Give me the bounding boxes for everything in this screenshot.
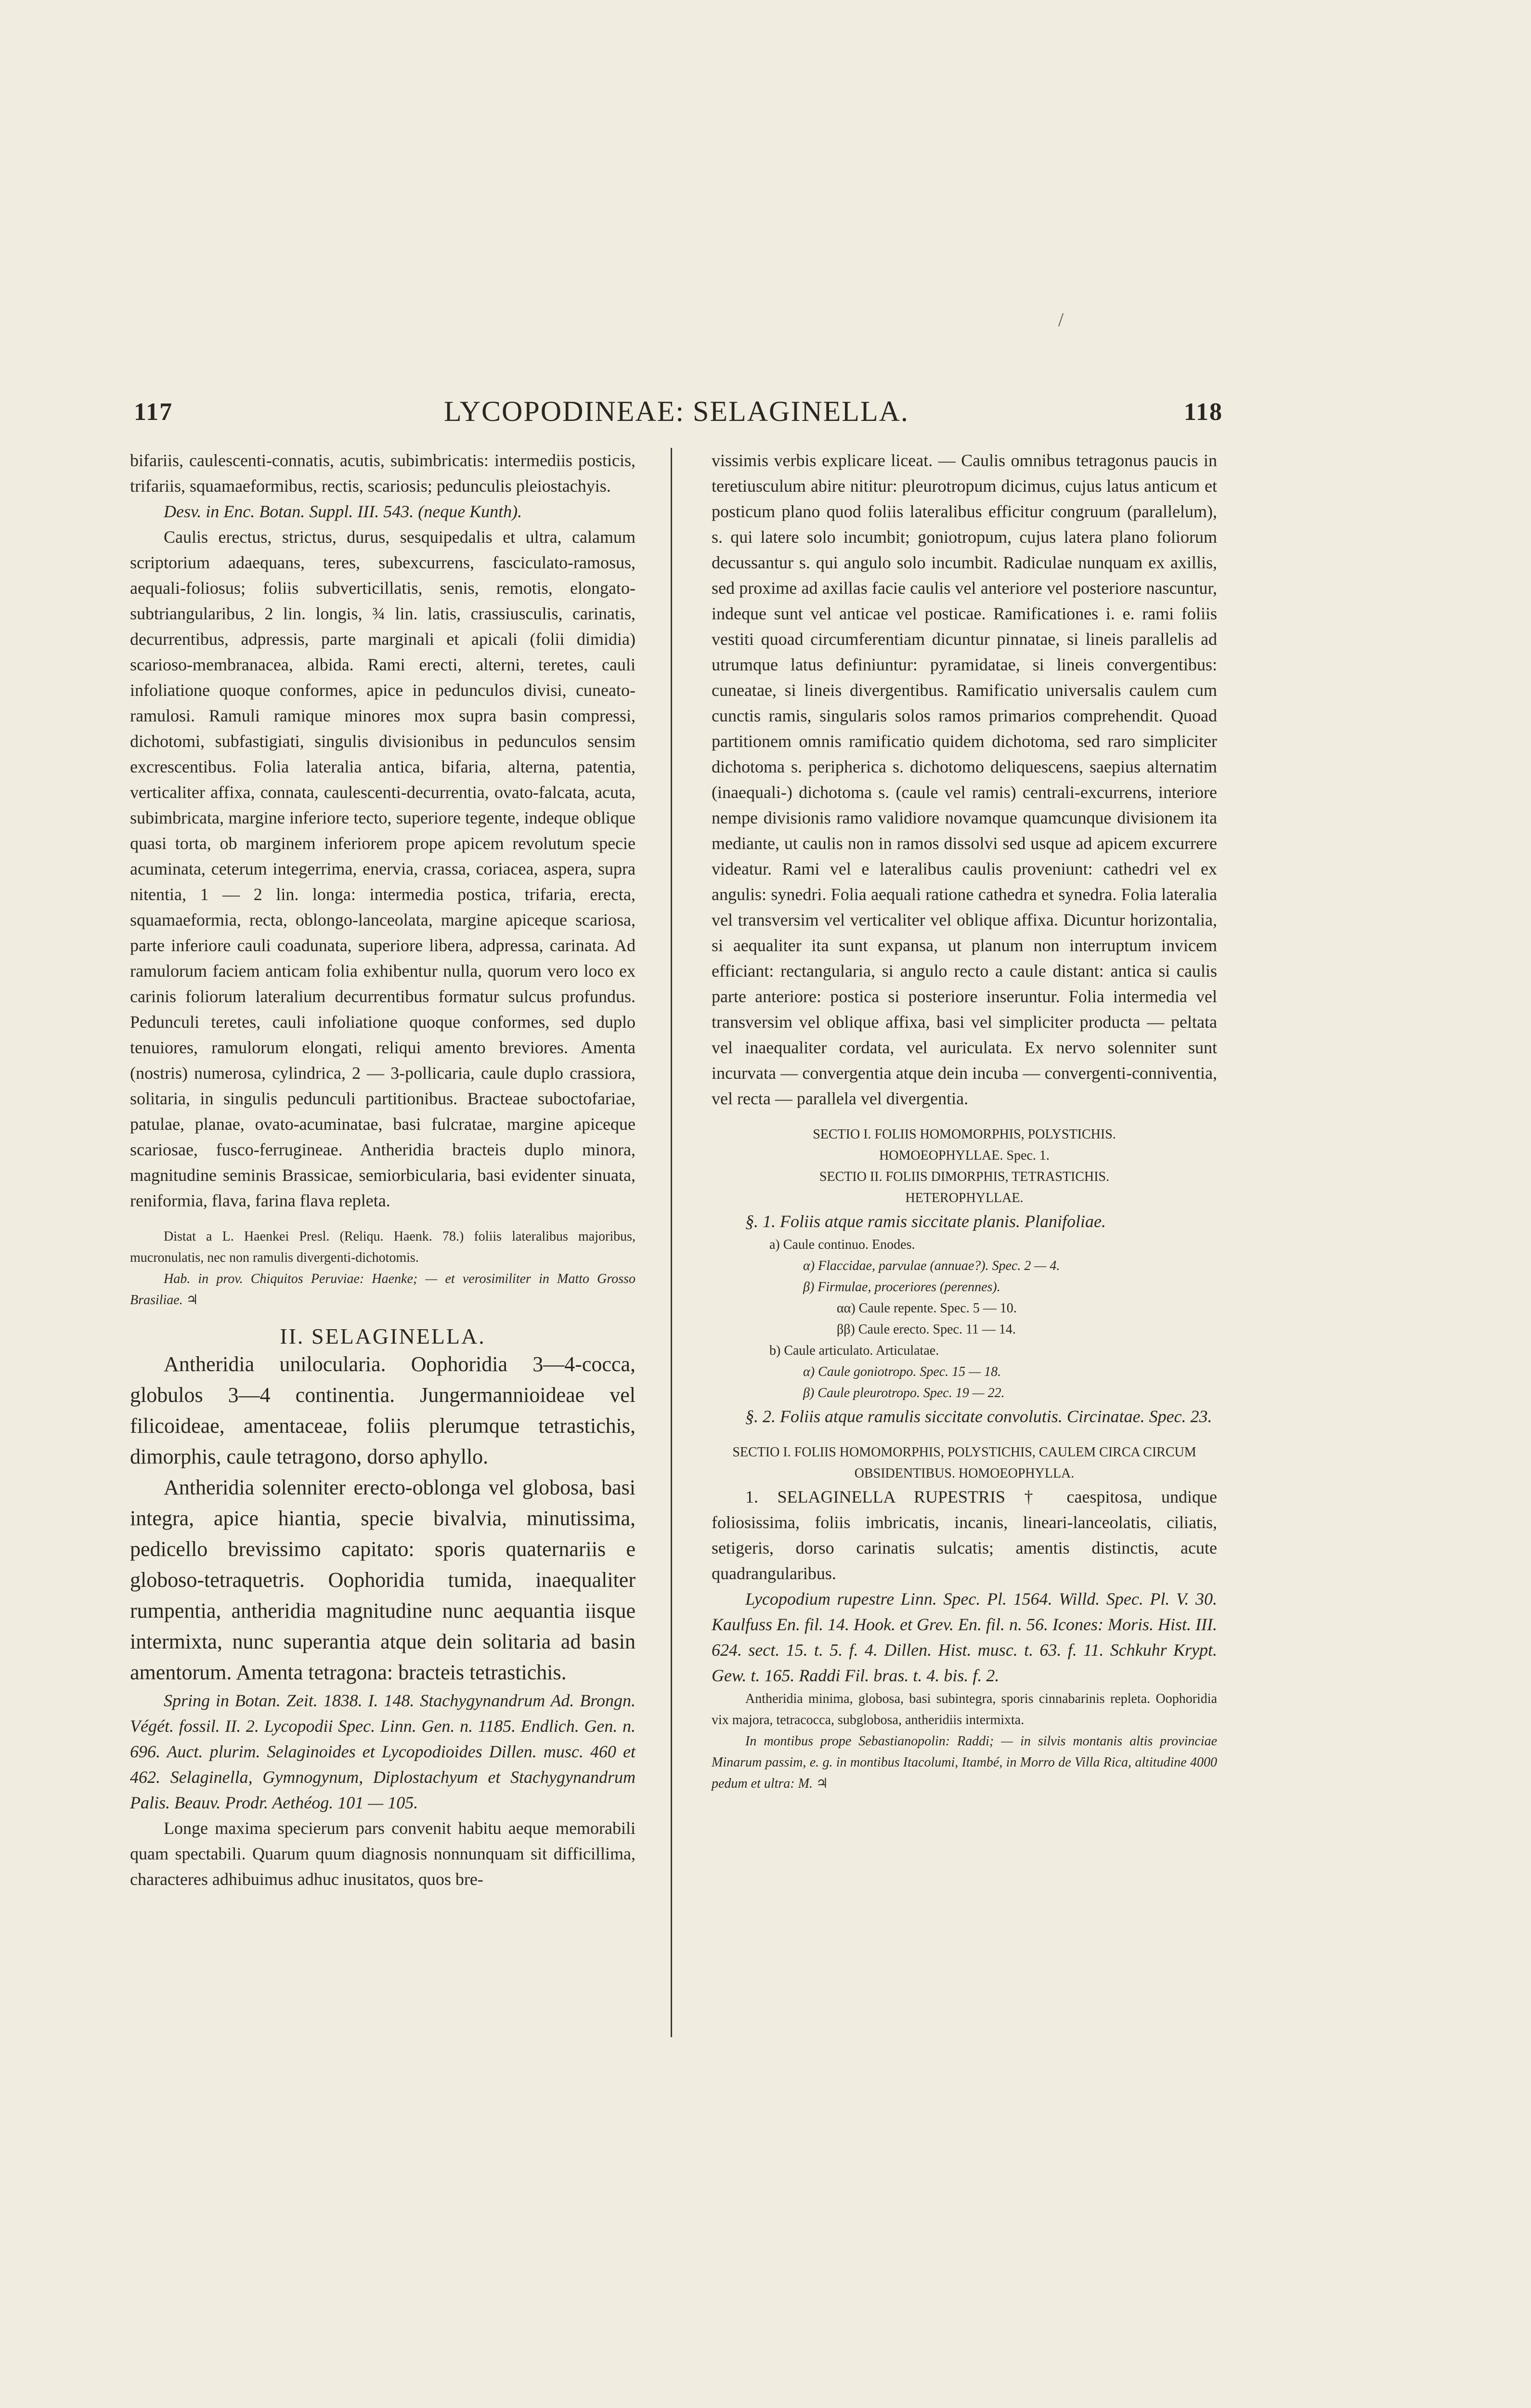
- key-item-a-beta-beta: ββ) Caule erecto. Spec. 11 — 14.: [837, 1322, 1016, 1337]
- genus-heading: II. SELAGINELLA.: [280, 1324, 486, 1348]
- species-diagnosis: 1. SELAGINELLA RUPESTRIS † caespitosa, undique foliosissima, foliis imbricatis, incanis, lineari-lanceolatis, ciliatis, setigeris, dorso carinatis sulcatis; amentis distinctis, acute quadrangularibus.: [712, 1487, 1217, 1583]
- terminology-paragraph: vissimis verbis explicare liceat. — Caulis omnibus tetragonus paucis in teretiusculum abire nititur: pleurotropum dicimus, cujus latus anticum et posticum plano quod foliis lateralibus efficitur congruum (parallelum), s. qui latere solo incumbit; goniotropum, cujus latera plano foliorum decussantur s. qui angulo solo incumbit. Radiculae nunquam ex axillis, sed proxime ad axillas facie caulis vel anteriore vel posteriore nascuntur, indeque sunt vel anticae vel posticae. Ramificationes i. e. rami foliis vestiti quoad circumferentiam dicuntur pinnatae, si lineis parallelis ad utrumque latus definiuntur: pyramidatae, si lineis convergentibus: cuneatae, si lineis divergentibus. Ramificatio universalis caulem cum cunctis ramis, singularis solos ramos primarios comprehendit. Quoad partitionem omnis ramificatio quidem dichotoma, sed raro simpliciter dichotoma s. peripherica s. dichotomo deliquescens, saepius alternatim (inaequali-) dichotoma s. (caule vel ramis) centrali-excurrens, interiore nempe divisionis ramo validiore novamque quamcunque divisionem ita mediante, ut caulis non in ramos dissolvi sed usque ad apicem excurrere videatur. Rami vel e lateralibus caulis proveniunt: cathedri vel ex angulis: synedri. Folia aequali ratione cathedra et synedra. Folia lateralia vel transversim vel verticaliter vel oblique affixa. Dicuntur horizontalia, si aequaliter ita sunt expansa, ut planum non interruptum invicem efficiant: rectangularia, si angulo recto a caule distant: antica si caulis parte anteriore: postica si posteriore inseruntur. Folia intermedia vel transversim vel oblique affixa, basi vel simpliciter producta — peltata vel inaequaliter cordata, vel auriculata. Ex nervo solenniter sunt incurvata — convergentia atque dein incuba — convergenti-conniventia, vel recta — parallela vel divergentia.: [712, 451, 1217, 1108]
- key-item-a: a) Caule continuo. Enodes.: [769, 1237, 915, 1252]
- key-item-b: b) Caule articulato. Articulatae.: [769, 1343, 939, 1358]
- right-page-number: 118: [1183, 398, 1223, 426]
- key-paragraph-2: §. 2. Foliis atque ramulis siccitate convolutis. Circinatae. Spec. 23.: [745, 1407, 1212, 1426]
- genus-description: Antheridia solenniter erecto-oblonga vel globosa, basi integra, apice hiantia, specie bivalvia, minutissima, pedicello brevissimo capitato: sporis quaternariis e globoso-tetraquetris. Oophoridia tumida, inaequaliter rumpentia, antheridia magnitudine nunc aequantia iisque intermixta, nunc superantia atque dein solitaria ad basin amentorum. Amenta tetragona: bracteis tetrastichis.: [130, 1476, 636, 1684]
- right-column: [712, 448, 1217, 1794]
- left-column: [130, 448, 636, 1892]
- continued-diagnosis: bifariis, caulescenti-connatis, acutis, subimbricatis: intermediis posticis, trifariis, squamaeformibus, rectis, scariosis; pedunculis pleiostachyis.: [130, 451, 636, 496]
- distinction-note: Distat a L. Haenkei Presl. (Reliqu. Haenk. 78.) foliis lateralibus majoribus, mucronulatis, nec non ramulis divergenti-dichotomis.: [130, 1229, 636, 1265]
- section-homoeophylla-heading: SECTIO I. FOLIIS HOMOMORPHIS, POLYSTICHIS, CAULEM CIRCA CIRCUM OBSIDENTIBUS. HOMOEOPHYLLA.: [732, 1445, 1196, 1481]
- species-note: Antheridia minima, globosa, basi subintegra, sporis cinnabarinis repleta. Oophoridia vix majora, tetracocca, subglobosa, antheridiis intermixta.: [712, 1691, 1217, 1727]
- key-item-a-beta: β) Firmulae, proceriores (perennes).: [803, 1280, 1000, 1295]
- column-divider: [671, 448, 672, 2037]
- section-2-subheading: HETEROPHYLLAE.: [905, 1191, 1024, 1205]
- key-paragraph-1: §. 1. Foliis atque ramis siccitate planis. Planifoliae.: [745, 1212, 1106, 1231]
- intro-paragraph: Longe maxima specierum pars convenit habitu aeque memorabili quam spectabili. Quarum quum diagnosis nonnunquam sit difficillima, characteres adhibuimus adhuc inusitatos, quos bre-: [130, 1819, 636, 1889]
- habitat-note: Hab. in prov. Chiquitos Peruviae: Haenke; — et verosimiliter in Matto Grosso Brasiliae. ♃: [130, 1271, 636, 1308]
- key-item-b-alpha: α) Caule goniotropo. Spec. 15 — 18.: [803, 1364, 1001, 1379]
- left-page-number: 117: [134, 398, 173, 426]
- section-1-heading: SECTIO I. FOLIIS HOMOMORPHIS, POLYSTICHIS.: [813, 1127, 1116, 1142]
- genus-references: Spring in Botan. Zeit. 1838. I. 148. Stachygynandrum Ad. Brongn. Végét. fossil. II. 2. Lycopodii Spec. Linn. Gen. n. 1185. Endlich. Gen. n. 696. Auct. plurim. Selaginoides et Lycopodioides Dillen. musc. 460 et 462. Selaginella, Gymnogynum, Diplostachyum et Stachygynandrum Palis. Beauv. Prodr. Aethéog. 101 — 105.: [130, 1691, 636, 1812]
- key-item-b-beta: β) Caule pleurotropo. Spec. 19 — 22.: [803, 1386, 1005, 1400]
- species-habitat: In montibus prope Sebastianopolin: Raddi; — in silvis montanis altis provinciae Minarum passim, e. g. in montibus Itacolumi, Itambé, in Morro de Villa Rica, altitudine 4000 pedum et ultra: M. ♃: [712, 1734, 1217, 1791]
- key-item-a-alpha: α) Flaccidae, parvulae (annuae?). Spec. 2 — 4.: [803, 1258, 1060, 1273]
- description-paragraph: Caulis erectus, strictus, durus, sesquipedalis et ultra, calamum scriptorium adaequans, teres, subexcurrens, fasciculato-ramosus, aequali-foliosus; foliis subverticillatis, senis, remotis, elongato-subtriangularibus, 2 lin. longis, ¾ lin. latis, crassiusculis, carinatis, decurrentibus, adpressis, parte marginali et apicali (folii dimidia) scarioso-membranacea, albida. Rami erecti, alterni, teretes, cauli infoliatione quoque conformes, apice in pedunculos divisi, cuneato-ramulosi. Ramuli ramique minores mox supra basin compressi, dichotomi, subfastigiati, singulis divisionibus in pedunculos sensim excrescentibus. Folia lateralia antica, bifaria, alterna, patentia, verticaliter affixa, connata, caulescenti-decurrentia, ovato-falcata, acuta, subimbricata, margine inferiore tecto, superiore tegente, indeque oblique quasi torta, ob marginem inferiorem prope apicem revolutum specie acuminata, ceterum integerrima, enervia, crassa, coriacea, aspera, supra nitentia, 1 — 2 lin. longa: intermedia postica, trifaria, erecta, squamaeformia, recta, oblongo-lanceolata, margine apiceque scariosa, parte inferiore cauli coadunata, superiore libera, adpressa, carinata. Ad ramulorum faciem anticam folia exhibentur nulla, quorum vero loco ex carinis foliorum lateralium decurrentibus formatur sulcus profundus. Pedunculi teretes, cauli infoliatione quoque conformes, sed duplo tenuiores, ramulorum elongati, reliqui amento breviores. Amenta (nostris) numerosa, cylindrica, 2 — 3-pollicaria, caule duplo crassiora, solitaria, in singulis pedunculi partitionibus. Bracteae suboctofariae, patulae, planae, ovato-acuminatae, basi fulcratae, margine apiceque scariosae, fusco-ferrugineae. Antheridia bracteis duplo minora, magnitudine seminis Brassicae, semiorbicularia, basi evidenter sinuata, reniformia, flava, farina flava repleta.: [130, 527, 636, 1210]
- running-header: [130, 395, 1223, 429]
- key-item-a-beta-alpha: αα) Caule repente. Spec. 5 — 10.: [837, 1301, 1017, 1316]
- section-1-subheading: HOMOEOPHYLLAE. Spec. 1.: [879, 1148, 1050, 1163]
- stray-mark: /: [1058, 309, 1064, 330]
- reference-desvaux: Desv. in Enc. Botan. Suppl. III. 543. (neque Kunth).: [164, 502, 522, 521]
- genus-character: Antheridia unilocularia. Oophoridia 3—4-cocca, globulos 3—4 continentia. Jungermannioideae vel filicoideae, amentaceae, foliis plerumque tetrastichis, dimorphis, caule tetragono, dorso aphyllo.: [130, 1352, 636, 1468]
- running-title: LYCOPODINEAE: SELAGINELLA.: [444, 395, 909, 427]
- species-references: Lycopodium rupestre Linn. Spec. Pl. 1564. Willd. Spec. Pl. V. 30. Kaulfuss En. fil. 14. Hook. et Grev. En. fil. n. 56. Icones: Moris. Hist. III. 624. sect. 15. t. 5. f. 4. Dillen. Hist. musc. t. 63. f. 11. Schkuhr Krypt. Gew. t. 165. Raddi Fil. bras. t. 4. bis. f. 2.: [712, 1589, 1217, 1685]
- section-2-heading: SECTIO II. FOLIIS DIMORPHIS, TETRASTICHIS.: [819, 1169, 1110, 1184]
